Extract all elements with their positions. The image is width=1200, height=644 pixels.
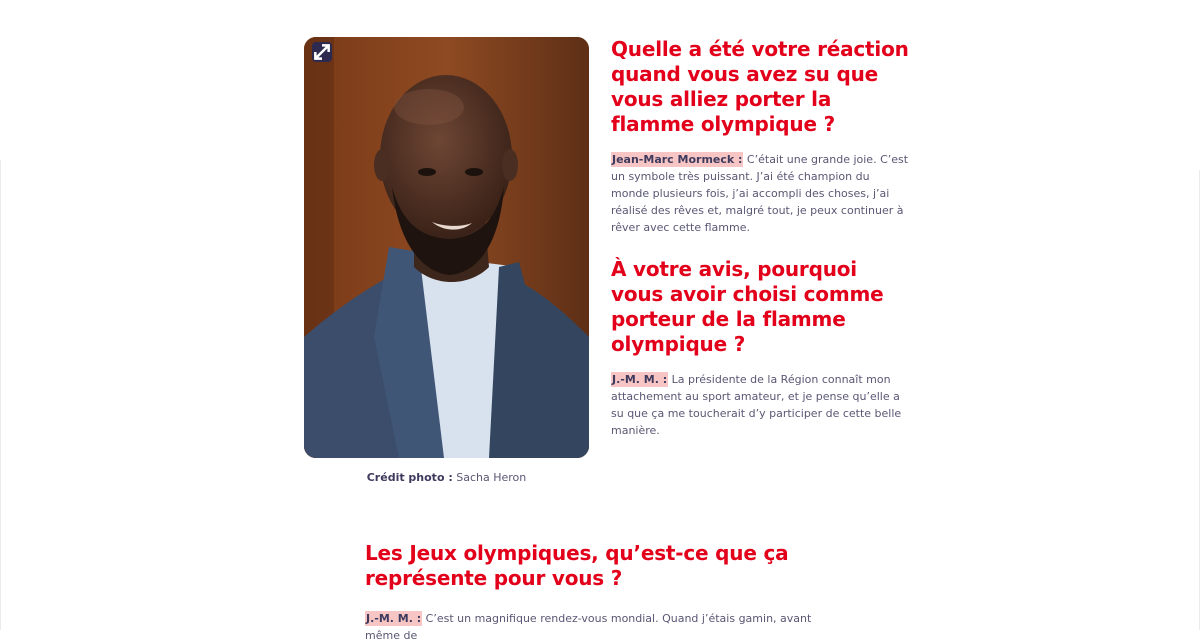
- expand-button[interactable]: [312, 42, 332, 62]
- portrait-photo[interactable]: [304, 37, 589, 458]
- question-heading: À votre avis, pourquoi vous avoir choisi comme porteur de la flamme olympique ?: [611, 257, 884, 356]
- photo-credit-name: Sacha Heron: [456, 471, 527, 484]
- photo-credit: [304, 471, 589, 484]
- interview-block-3: [365, 541, 835, 644]
- interview-block-2: [611, 257, 911, 439]
- answer-paragraph: [365, 610, 835, 644]
- question-heading: Les Jeux olympiques, qu’est-ce que ça représente pour vous ?: [365, 541, 789, 590]
- answer-text: C’est un magnifique rendez-vous mondial. Quand j’étais gamin, avant même de: [365, 612, 812, 642]
- speaker-name: Jean-Marc Mormeck :: [612, 153, 743, 166]
- answer-paragraph: [611, 371, 911, 439]
- interview-block-1: [611, 37, 911, 236]
- question-heading: Quelle a été votre réaction quand vous avez su que vous alliez porter la flamme olympique ?: [611, 37, 909, 136]
- portrait-image: [304, 37, 589, 458]
- photo-credit-label: Crédit photo :: [366, 471, 453, 484]
- expand-icon: [312, 42, 332, 62]
- answer-text: La présidente de la Région connaît mon attachement au sport amateur, et je pense qu’elle a su que ça me toucherait d’y participer de cette belle manière.: [611, 373, 902, 437]
- page-divider-left: [0, 160, 1, 630]
- answer-paragraph: [611, 151, 911, 236]
- speaker-name: J.-M. M. :: [366, 612, 422, 625]
- speaker-name: J.-M. M. :: [612, 373, 668, 386]
- answer-text: C’était une grande joie. C’est un symbole très puissant. J’ai été champion du monde plusieurs fois, j’ai accompli des choses, j’ai réalisé des rêves et, malgré tout, je peux continuer à rêver avec cette flamme.: [611, 153, 909, 234]
